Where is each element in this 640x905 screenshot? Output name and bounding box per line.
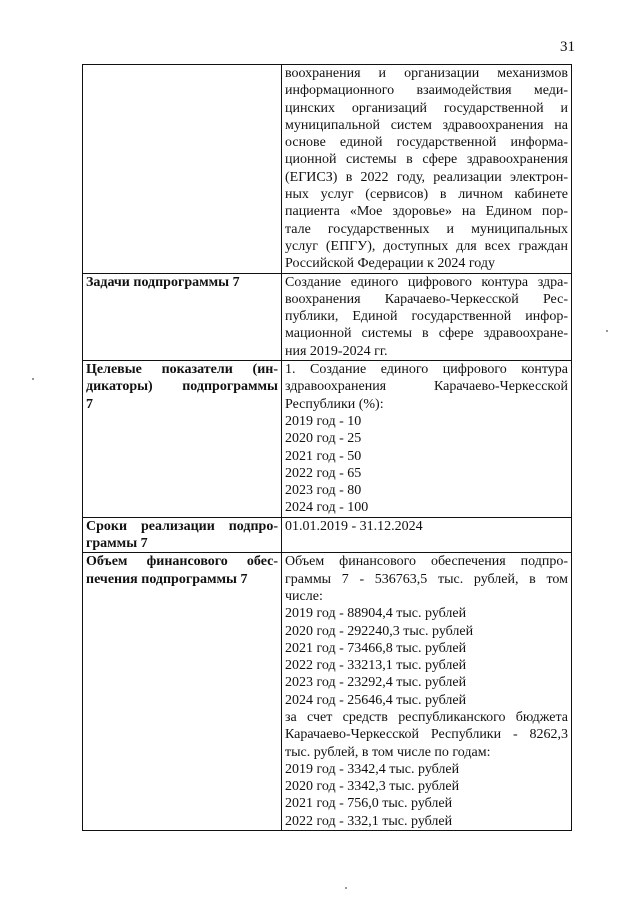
content-line: информационного взаимодействия меди-	[285, 83, 568, 99]
content-line: Карачаево-Черкесской Республики - 8262,3	[285, 727, 568, 743]
content-line: публики, Единой государственной инфор-	[285, 309, 568, 325]
content-line: 2021 год - 50	[285, 448, 362, 464]
row-content	[282, 553, 572, 831]
label-line: 7	[86, 396, 93, 412]
label-line: дикаторы) подпрограммы	[86, 379, 278, 395]
row-label	[83, 65, 282, 274]
scan-speck	[345, 887, 347, 889]
content-line: 2022 год - 332,1 тыс. рублей	[285, 813, 453, 829]
row-content	[282, 65, 572, 274]
row-label	[83, 553, 282, 831]
content-line: 2023 год - 80	[285, 483, 362, 499]
label-line: Объем финансового обес-	[86, 554, 278, 570]
content-line: 2021 год - 73466,8 тыс. рублей	[285, 640, 467, 656]
content-line: услуг (ЕПГУ), доступных для всех граждан	[285, 238, 568, 254]
table-row	[83, 65, 572, 274]
content-line: 2022 год - 33213,1 тыс. рублей	[285, 658, 467, 674]
row-content	[282, 517, 572, 553]
content-line: Создание единого цифрового контура здра-	[285, 274, 568, 290]
content-line: воохранения и организации механизмов	[285, 66, 568, 81]
content-line: воохранения Карачаево-Черкесской Рес-	[285, 291, 568, 307]
content-line: муниципальной систем здравоохранения на	[285, 117, 568, 133]
row-label	[83, 273, 282, 360]
content-line: здравоохранения Карачаево-Черкесской	[285, 379, 568, 395]
content-line: 2022 год - 65	[285, 465, 362, 481]
page-number: 31	[560, 39, 575, 55]
content-line: ционной системы в сфере здравоохранения	[285, 152, 568, 168]
content-line: числе:	[285, 588, 323, 604]
table-row	[83, 553, 572, 831]
content-line: пациента «Мое здоровье» на Едином пор-	[285, 204, 568, 220]
row-label	[83, 517, 282, 553]
label-line: Целевые показатели (ин-	[86, 362, 278, 378]
content-line: 2023 год - 23292,4 тыс. рублей	[285, 675, 467, 691]
content-line: мационной системы в сфере здравоохране-	[285, 326, 568, 342]
content-line: 2020 год - 3342,3 тыс. рублей	[285, 779, 460, 795]
content-line: граммы 7 - 536763,5 тыс. рублей, в том	[285, 571, 568, 587]
content-line: 2021 год - 756,0 тыс. рублей	[285, 796, 453, 812]
content-line: ных услуг (сервисов) в личном кабинете	[285, 187, 568, 203]
row-label	[83, 361, 282, 518]
passport-table	[82, 64, 572, 831]
label-line: Сроки реализации подпро-	[86, 518, 278, 534]
scan-speck	[32, 378, 34, 380]
content-line: 1. Создание единого цифрового контура	[285, 362, 568, 378]
table-row	[83, 273, 572, 360]
content-line: 01.01.2019 - 31.12.2024	[285, 518, 423, 534]
content-line: основе единой государственной информа-	[285, 135, 568, 151]
table-row	[83, 517, 572, 553]
table-row	[83, 361, 572, 518]
content-line: 2019 год - 88904,4 тыс. рублей	[285, 606, 467, 622]
content-line: Объем финансового обеспечения подпро-	[285, 554, 568, 570]
content-line: за счет средств республиканского бюджета	[285, 709, 568, 725]
content-line: 2024 год - 25646,4 тыс. рублей	[285, 692, 467, 708]
content-line: тале государственных и муниципальных	[285, 221, 568, 237]
content-line: Российской Федерации к 2024 году	[285, 256, 496, 272]
row-content	[282, 361, 572, 518]
content-line: Республики (%):	[285, 396, 384, 412]
content-line: 2024 год - 100	[285, 500, 369, 516]
label-line: Задачи подпрограммы 7	[86, 274, 240, 290]
label-line: граммы 7	[86, 536, 148, 552]
content-line: тыс. рублей, в том числе по годам:	[285, 744, 491, 760]
scan-speck	[606, 330, 608, 332]
content-line: 2020 год - 292240,3 тыс. рублей	[285, 623, 474, 639]
content-line: 2019 год - 3342,4 тыс. рублей	[285, 761, 460, 777]
content-line: (ЕГИСЗ) в 2022 году, реализации электрон-	[285, 169, 568, 185]
content-line: 2019 год - 10	[285, 413, 362, 429]
content-line: ния 2019-2024 гг.	[285, 343, 388, 359]
label-line: печения подпрограммы 7	[86, 571, 248, 587]
content-line: цинских организаций государственной и	[285, 100, 568, 116]
row-content	[282, 273, 572, 360]
content-line: 2020 год - 25	[285, 431, 362, 447]
